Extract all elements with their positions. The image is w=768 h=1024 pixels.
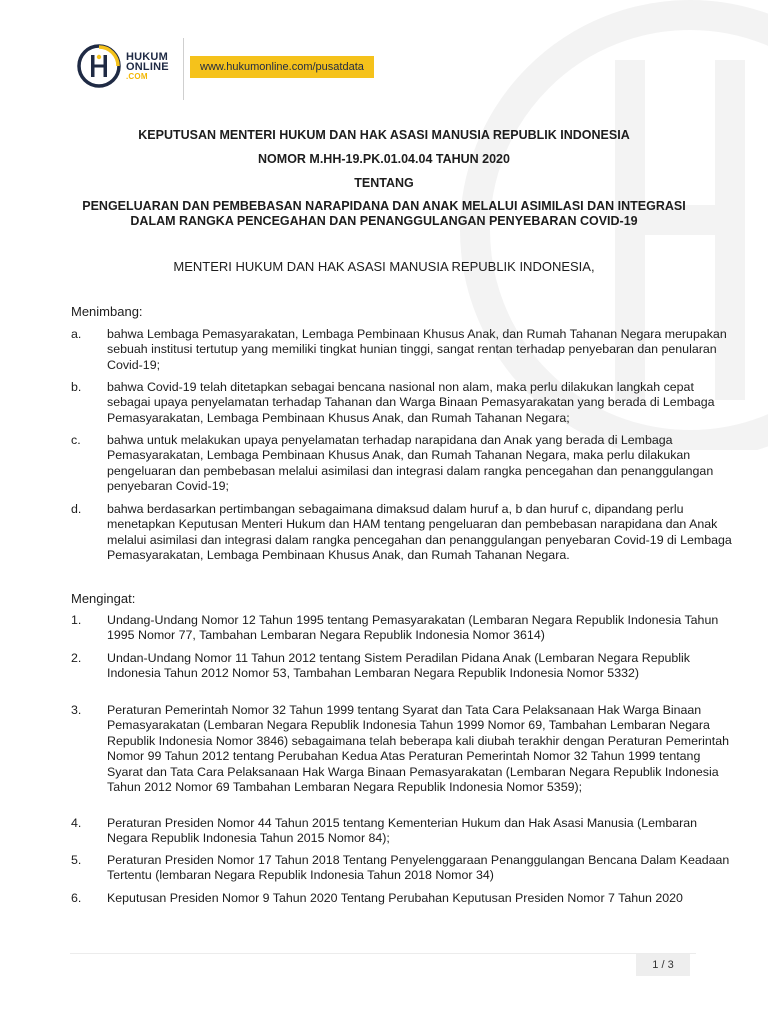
item-text: Undang-Undang Nomor 12 Tahun 1995 tentang Pemasyarakatan (Lembaran Negara Republik Indonesia Tahun 1995 Nomor 77, Tambahan Lembaran Negara Republik Indonesia Nomor 3614) bbox=[107, 613, 719, 643]
menimbang-item-a bbox=[71, 327, 732, 373]
item-marker: b. bbox=[71, 380, 82, 394]
logo-word-hukum: HUKUM bbox=[126, 51, 168, 63]
mengingat-item-4 bbox=[71, 816, 732, 847]
mengingat-label: Mengingat: bbox=[71, 591, 136, 606]
item-marker: c. bbox=[71, 433, 81, 447]
item-text: bahwa berdasarkan pertimbangan sebagaimana dimaksud dalam huruf a, b dan huruf c, dipandang perlu menetapkan Keputusan Menteri Hukum dan HAM tentang pengeluaran dan pembebasan narapidana dan Anak melalui asimilasi dan integrasi dalam rangka pencegahan dan penanggulangan penyebaran Covid-19 di Lembaga Pemasyarakatan, Lembaga Pembinaan Khusus Anak, dan Rumah Tahanan Negara. bbox=[107, 502, 732, 563]
decree-number: NOMOR M.HH-19.PK.01.04.04 TAHUN 2020 bbox=[258, 152, 510, 166]
item-marker: 6. bbox=[71, 891, 82, 905]
item-marker: 1. bbox=[71, 613, 82, 627]
mengingat-item-5 bbox=[71, 853, 732, 884]
item-marker: 3. bbox=[71, 703, 82, 717]
item-text: Peraturan Presiden Nomor 17 Tahun 2018 Tentang Penyelenggaraan Penanggulangan Bencana Dalam Keadaan Tertentu (lembaran Negara Republik Indonesia Tahun 2018 Nomor 34) bbox=[107, 853, 730, 883]
menimbang-item-d bbox=[71, 502, 732, 564]
decree-tentang: TENTANG bbox=[354, 176, 414, 190]
item-text: bahwa Lembaga Pemasyarakatan, Lembaga Pembinaan Khusus Anak, dan Rumah Tahanan Negara merupakan sebuah institusi tertutup yang memiliki tingkat hunian tinggi, sangat rentan terhadap penyebaran dan penularan Covid-19; bbox=[107, 327, 727, 372]
item-marker: a. bbox=[71, 327, 82, 341]
minister-heading: MENTERI HUKUM DAN HAK ASASI MANUSIA REPUBLIK INDONESIA, bbox=[173, 259, 595, 274]
hukumonline-logo-icon[interactable] bbox=[76, 43, 122, 89]
item-marker: d. bbox=[71, 502, 82, 516]
item-text: bahwa untuk melakukan upaya penyelamatan terhadap narapidana dan Anak yang berada di Lembaga Pemasyarakatan, Lembaga Pembinaan Khusus Anak, dan Rumah Tahanan Negara, maka perlu dilakukan pengeluaran dan pembebasan melalui asimilasi dan integrasi dalam rangka pencegahan dan penanggulangan penyebaran Covid-19; bbox=[107, 433, 714, 494]
footer-divider bbox=[70, 953, 696, 954]
mengingat-item-3 bbox=[71, 703, 732, 795]
item-text: Undan-Undang Nomor 11 Tahun 2012 tentang Sistem Peradilan Pidana Anak (Lembaran Negara Republik Indonesia Tahun 2012 Nomor 53, Tambahan Lembaran Negara Republik Indonesia Nomor 5332) bbox=[107, 651, 690, 681]
item-text: Keputusan Presiden Nomor 9 Tahun 2020 Tentang Perubahan Keputusan Presiden Nomor 7 Tahun 2020 bbox=[107, 891, 683, 905]
mengingat-item-2 bbox=[71, 651, 732, 682]
mengingat-item-1 bbox=[71, 613, 732, 644]
item-marker: 5. bbox=[71, 853, 82, 867]
header bbox=[76, 38, 396, 100]
item-text: Peraturan Pemerintah Nomor 32 Tahun 1999 tentang Syarat dan Tata Cara Pelaksanaan Hak Warga Binaan Pemasyarakatan (Lembaran Negara Republik Indonesia Tahun 1999 Nomor 69, Tambahan Lembaran Negara Republik Indonesia Nomor 3846) sebagaimana telah beberapa kali diubah terakhir dengan Peraturan Pemerintah Nomor 99 Tahun 2012 tentang Perubahan Kedua Atas Peraturan Pemerintah Nomor 32 Tahun 1999 tentang Syarat dan Tata Cara Pelaksanaan Hak Warga Binaan Pemasyarakatan (Lembaran Negara Republik Indonesia Tahun 2012 Nomor 69 Tambahan Lembaran Negara Republik Indonesia Nomor 5359); bbox=[107, 703, 730, 795]
logo-word-online: ONLINE bbox=[126, 61, 169, 73]
decree-subject: PENGELUARAN DAN PEMBEBASAN NARAPIDANA DAN ANAK MELALUI ASIMILASI DAN INTEGRASI DALAM RANGKA PENCEGAHAN DAN PENANGGULANGAN PENYEBARAN COVID-19 bbox=[82, 199, 686, 228]
header-divider bbox=[183, 38, 184, 100]
page-indicator: 1 / 3 bbox=[636, 954, 690, 976]
item-text: Peraturan Presiden Nomor 44 Tahun 2015 tentang Kementerian Hukum dan Hak Asasi Manusia (Lembaran Negara Republik Indonesia Tahun 2015 Nomor 84); bbox=[107, 816, 698, 846]
item-text: bahwa Covid-19 telah ditetapkan sebagai bencana nasional non alam, maka perlu dilakukan langkah cepat sebagai upaya penyelamatan terhadap Tahanan dan Warga Binaan Pemasyarakatan yang berada di Lembaga Pemasyarakatan, Lembaga Pembinaan Khusus Anak, dan Rumah Tahanan Negara; bbox=[107, 380, 715, 425]
logo-wordmark bbox=[126, 52, 169, 82]
logo-word-com: .COM bbox=[126, 72, 148, 81]
decree-title: KEPUTUSAN MENTERI HUKUM DAN HAK ASASI MANUSIA REPUBLIK INDONESIA bbox=[138, 128, 630, 142]
item-marker: 2. bbox=[71, 651, 82, 665]
menimbang-label: Menimbang: bbox=[71, 304, 143, 319]
pusatdata-url-link[interactable]: www.hukumonline.com/pusatdata bbox=[190, 56, 374, 78]
menimbang-item-b bbox=[71, 380, 732, 426]
mengingat-item-6 bbox=[71, 891, 732, 906]
item-marker: 4. bbox=[71, 816, 82, 830]
menimbang-item-c bbox=[71, 433, 732, 495]
